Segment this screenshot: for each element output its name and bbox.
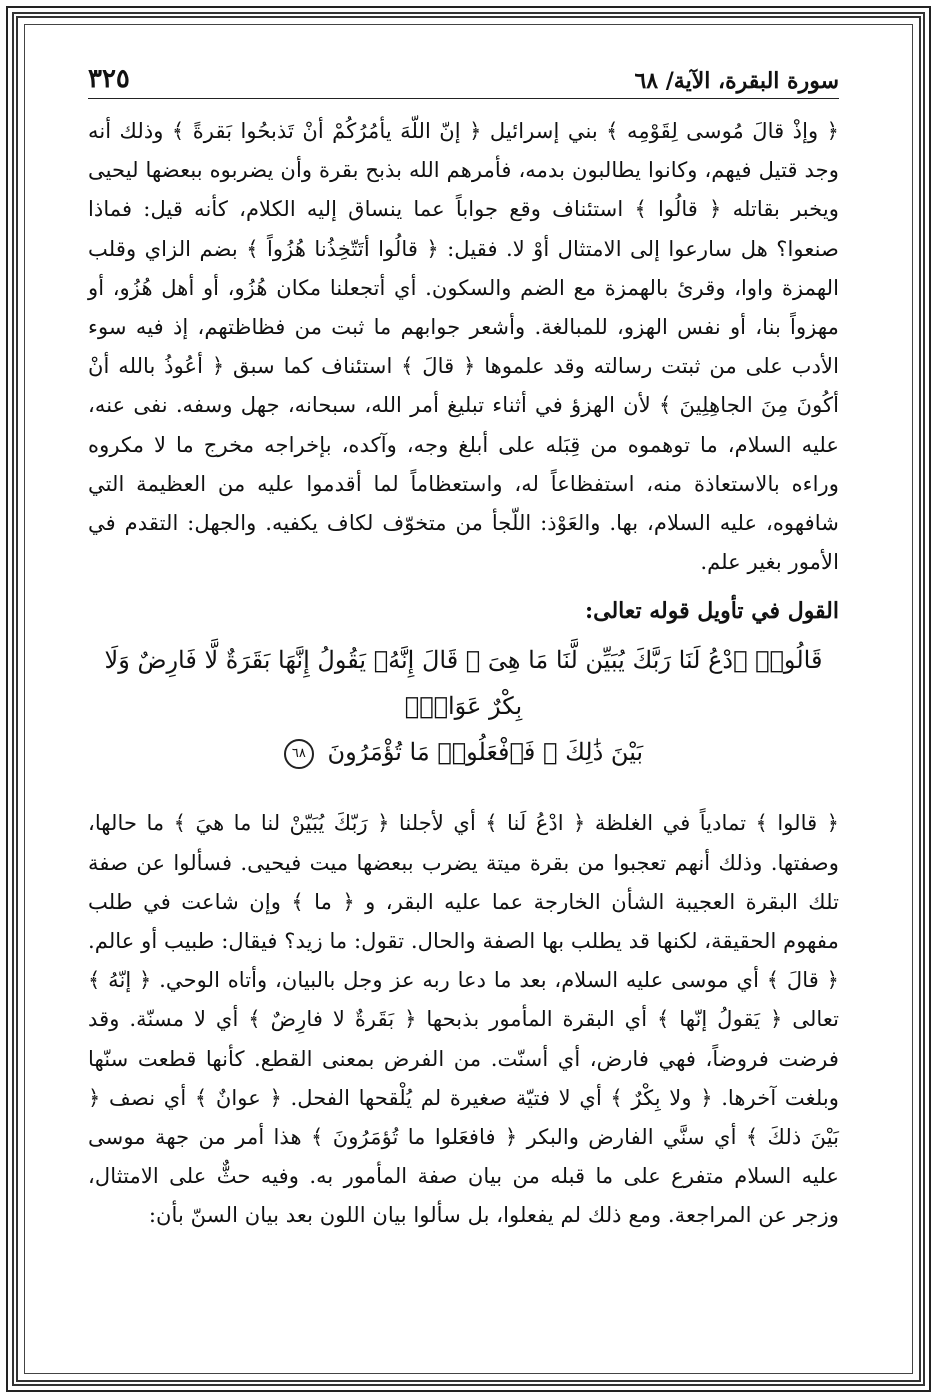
page-content <box>88 58 839 1318</box>
quran-verse-block <box>88 633 839 785</box>
paragraph-commentary-67: ﴿ وإذْ قالَ مُوسى لِقَوْمِه ﴾ بني إسرائيل ﴿ إنّ اللّهَ يأمُرُكُمْ أنْ تَذبحُوا بَقرةً ﴾ وذلك أنه وجد قتيل فيهم، وكانوا يطالبون بدمه، فأمرهم الله بذبح بقرة وأن يضربوه ببعضها ليحيى ويخبر بقاتله ﴿ قالُوا ﴾ استئناف وقع جواباً عما ينساق إليه الكلام، كأنه قيل: فماذا صنعوا؟ هل سارعوا إلى الامتثال أوْ لا. فقيل: ﴿ قالُوا أتَتّخِذُنا هُزُواً ﴾ بضم الزاي وقلب الهمزة واوا، وقرئ بالهمزة مع الضم والسكون. أي أتجعلنا مكان هُزُو، أو أهل هُزُو، أو مهزواً بنا، أو نفس الهزو، للمبالغة. وأشعر جوابهم ما ثبت من فظاظتهم، إذ فيه سوء الأدب على من ثبتت رسالته وقد علموها ﴿ قالَ ﴾ استئناف كما سبق ﴿ أعُوذُ بالله أنْ أكُونَ مِنَ الجاهِلِينَ ﴾ لأن الهزؤ في أثناء تبليغ أمر الله، سبحانه، جهل وسفه. نفى عنه، عليه السلام، ما توهموه من قِبَله على أبلغ وجه، وآكده، بإخراجه مخرج ما لا مكروه وراءه بالاستعاذة منه، استفظاعاً له، واستعظاماً لما أقدموا عليه من العظيمة التي شافهوه، عليه السلام، بها. والعَوْذ: اللّجأ من متخوّف لكاف يكفيه. والجهل: التقدم في الأمور بغير علم. <box>88 118 840 575</box>
ayah-number-marker: ٦٨ <box>284 739 314 769</box>
running-header <box>88 58 839 99</box>
page-number: ٣٢٥ <box>88 64 130 94</box>
section-heading: القول في تأويل قوله تعالى: <box>585 598 839 625</box>
quran-verse-line-2-text: بَيْنَ ذَٰلِكَ ۖ فَٱفْعَلُوا۟ مَا تُؤْمَرُونَ <box>327 738 644 767</box>
quran-verse-line-2 <box>98 729 829 775</box>
quran-verse-line-1: قَالُوا۟ ٱدْعُ لَنَا رَبَّكَ يُبَيِّن لَّنَا مَا هِىَ ۚ قَالَ إِنَّهُۥ يَقُولُ إِنَّهَا بَقَرَةٌ لَّا فَارِضٌ وَلَا بِكْرٌ عَوَانٌۢ <box>104 646 823 721</box>
header-title: سورة البقرة، الآية/ ٦٨ <box>634 68 839 94</box>
paragraph-commentary-68: ﴿ قالوا ﴾ تمادياً في الغلظة ﴿ ادْعُ لَنا ﴾ أي لأجلنا ﴿ رَبّكَ يُبَيّنْ لنا ما هيَ ﴾ ما حالها، وصفتها. وذلك أنهم تعجبوا من بقرة ميتة يضرب ببعضها ميت فيحيى. فسألوا عن صفة تلك البقرة العجيبة الشأن الخارجة عما عليه البقر، و ﴿ ما ﴾ وإن شاعت في طلب مفهوم الحقيقة، لكنها قد يطلب بها الصفة والحال. تقول: ما زيد؟ فيقال: طبيب أو عالم. ﴿ قالَ ﴾ أي موسى عليه السلام، بعد ما دعا ربه عز وجل بالبيان، وأتاه الوحي. ﴿ إنّهُ ﴾ تعالى ﴿ يَقولُ إنّها ﴾ أي البقرة المأمور بذبحها ﴿ بَقَرةٌ لا فارِضٌ ﴾ أي لا مسنّة. وقد فرضت فروضاً، فهي فارض، أي أسنّت. من الفرض بمعنى القطع. كأنها قطعت سنّها وبلغت آخرها. ﴿ ولا بِكْرٌ ﴾ أي لا فتيّة صغيرة لم يُلْقحها الفحل. ﴿ عوانٌ ﴾ أي نصف ﴿ بَيْنَ ذلكَ ﴾ أي سنَّي الفارض والبكر ﴿ فافعَلوا ما تُؤمَرُونَ ﴾ هذا أمر من جهة موسى عليه السلام متفرع على ما قبله من بيان صفة المأمور به. وفيه حثٌّ على الامتثال، وزجر عن المراجعة. ومع ذلك لم يفعلوا، بل سألوا بيان اللون بعد بيان السنّ بأن: <box>88 810 839 1228</box>
